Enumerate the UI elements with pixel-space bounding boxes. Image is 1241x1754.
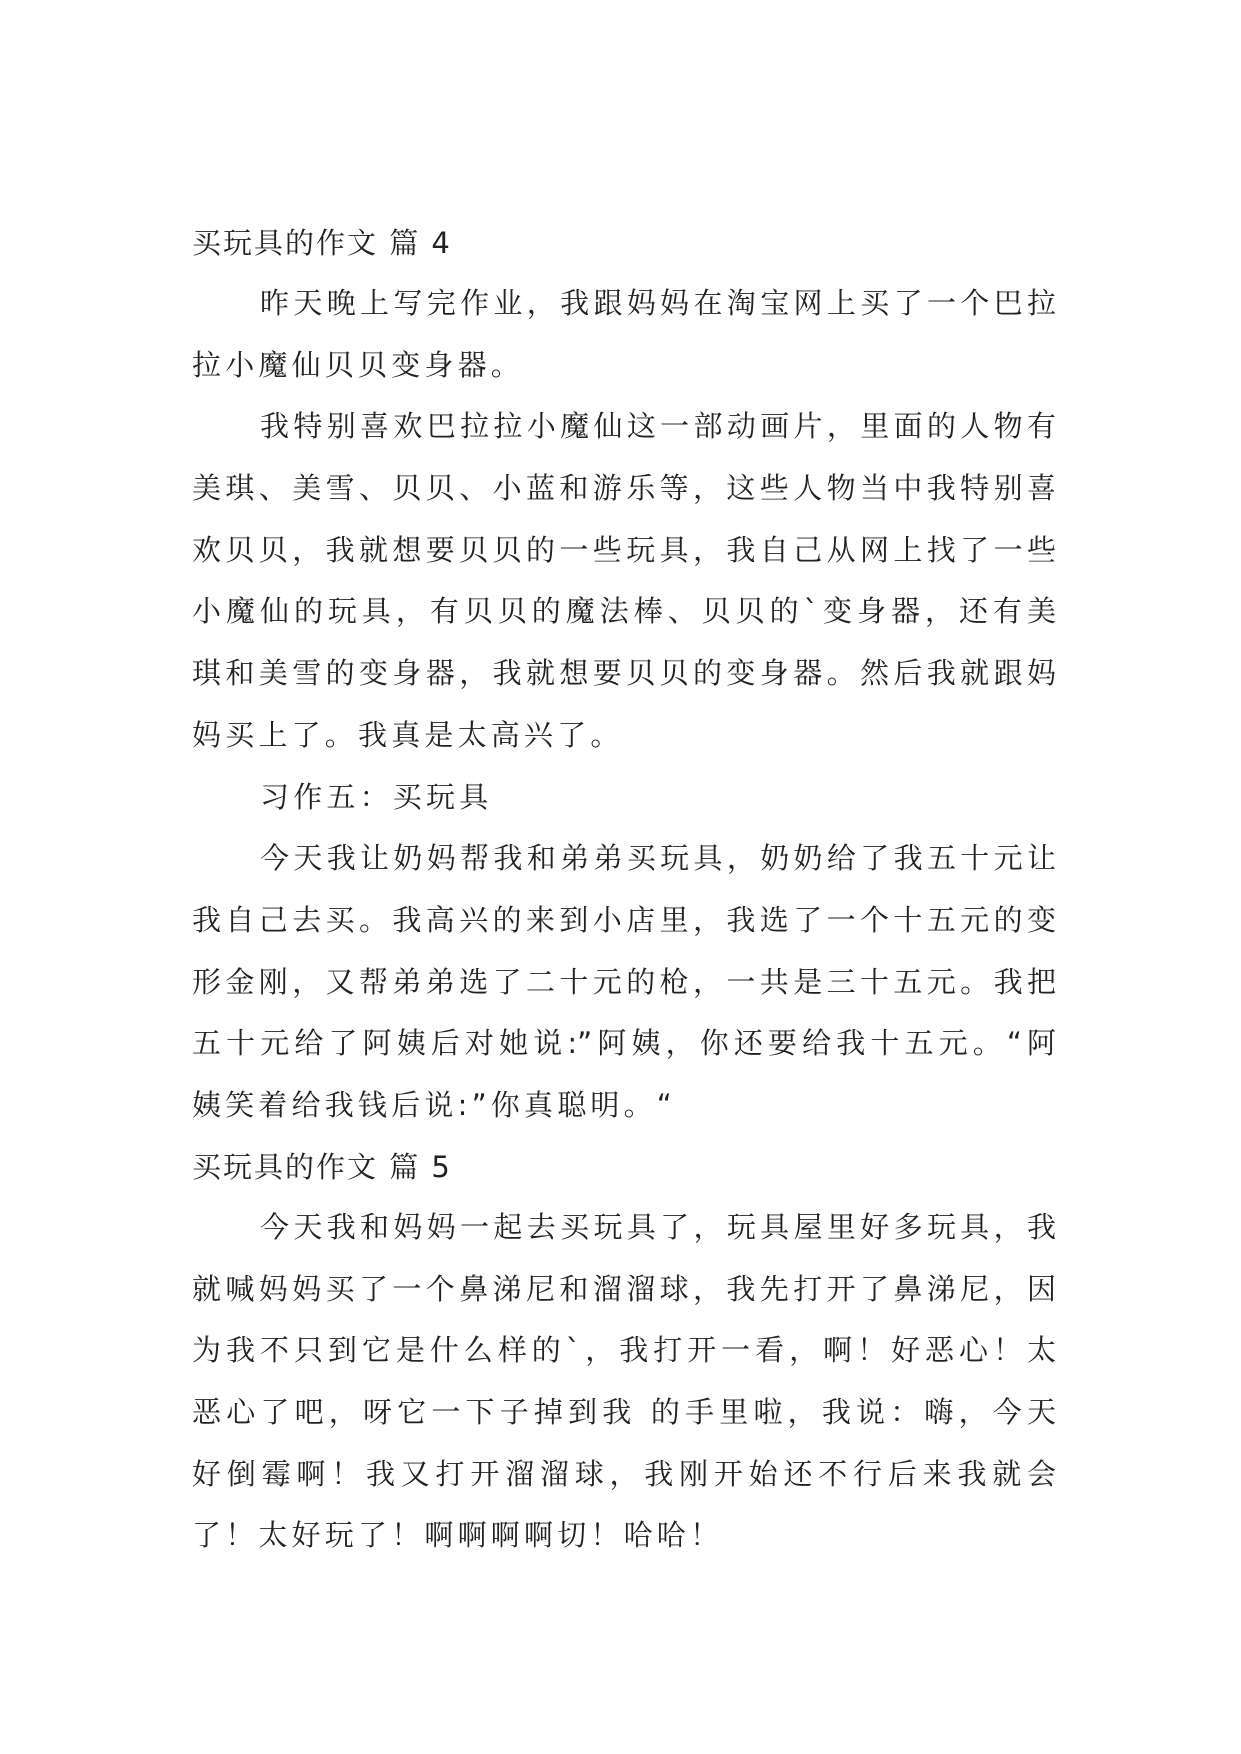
subtitle-line: 习作五：买玩具 [260,779,493,814]
paragraph [192,1197,1056,1567]
text-line: 五十元给了阿姨后对她说:”阿姨，你还要给我十五元。“阿 [192,1026,1056,1061]
text-line: 姨笑着给我钱后说:”你真聪明。“ [192,1087,677,1122]
text-line: 我自己去买。我高兴的来到小店里，我选了一个十五元的变 [192,902,1056,937]
section-heading: 买玩具的作文 篇 4 [192,226,452,260]
paragraph [192,828,1056,1136]
paragraph [192,273,1056,396]
text-line: 了！太好玩了！啊啊啊啊切！哈哈！ [192,1518,724,1553]
paragraph-subtitle [192,767,1056,829]
article-section-5 [192,1137,1056,1567]
text-line: 欢贝贝，我就想要贝贝的一些玩具，我自己从网上找了一些 [192,532,1056,567]
text-line: 美琪、美雪、贝贝、小蓝和游乐等，这些人物当中我特别喜 [192,471,1056,506]
text-line: 就喊妈妈买了一个鼻涕尼和溜溜球，我先打开了鼻涕尼，因 [192,1271,1056,1306]
text-line: 今天我让奶妈帮我和弟弟买玩具，奶奶给了我五十元让 [260,841,1056,876]
text-line: 妈买上了。我真是太高兴了。 [192,717,624,752]
section-heading: 买玩具的作文 篇 5 [192,1150,452,1184]
text-line: 拉小魔仙贝贝变身器。 [192,347,525,382]
text-line: 我特别喜欢巴拉拉小魔仙这一部动画片，里面的人物有 [260,409,1056,444]
text-line: 琪和美雪的变身器，我就想要贝贝的变身器。然后我就跟妈 [192,656,1056,691]
text-line: 形金刚，又帮弟弟选了二十元的枪，一共是三十五元。我把 [192,964,1056,999]
article-section-4 [192,213,1056,1137]
text-line: 为我不只到它是什么样的`，我打开一看，啊！好恶心！太 [192,1333,1056,1368]
text-line: 恶心了吧，呀它一下子掉到我 的手里啦，我说：嗨，今天 [192,1395,1056,1430]
text-line: 昨天晚上写完作业，我跟妈妈在淘宝网上买了一个巴拉 [260,286,1056,320]
paragraph [192,396,1056,766]
text-line: 小魔仙的玩具，有贝贝的魔法棒、贝贝的`变身器，还有美 [192,594,1056,629]
text-line: 好倒霉啊！我又打开溜溜球，我刚开始还不行后来我就会 [192,1456,1056,1491]
text-line: 今天我和妈妈一起去买玩具了，玩具屋里好多玩具，我 [260,1210,1056,1244]
